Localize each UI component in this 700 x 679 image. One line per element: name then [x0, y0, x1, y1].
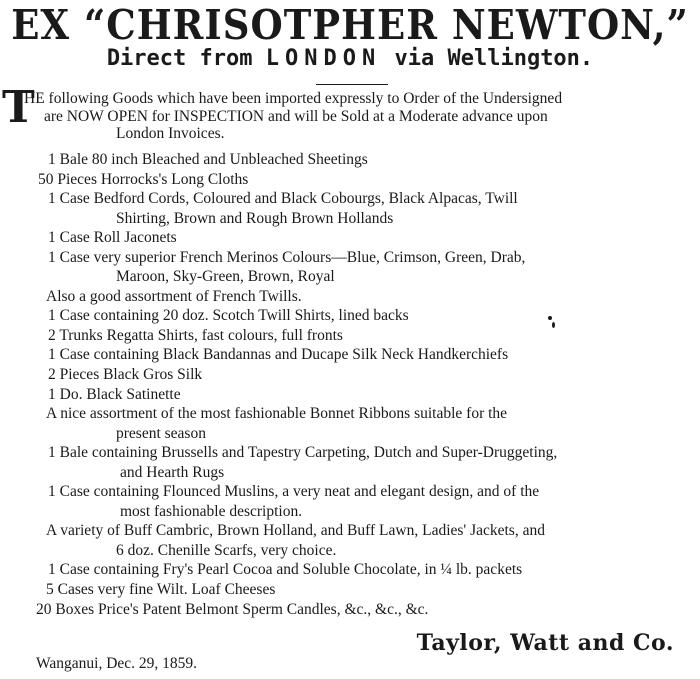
list-item: 1 Case containing Flounced Muslins, a very neat and elegant design, and of the [48, 483, 540, 501]
intro-line-3: London Invoices. [116, 125, 225, 143]
ink-speck [552, 322, 555, 328]
list-item: 20 Boxes Price's Patent Belmont Sperm Candles, &c., &c., &c. [36, 600, 429, 618]
list-item: A nice assortment of the most fashionable Bonnet Ribbons suitable for the [46, 405, 508, 423]
list-item: Also a good assortment of French Twills. [46, 287, 302, 305]
list-item-continuation: 6 doz. Chenille Scarfs, very choice. [116, 541, 337, 559]
list-item: 1 Case Bedford Cords, Coloured and Black Cobourgs, Black Alpacas, Twill [48, 190, 518, 208]
subheadline [0, 44, 700, 74]
intro-line-2: are NOW OPEN for INSPECTION and will be Sold at a Moderate advance upon [44, 107, 548, 125]
intro-line-1: HE following Goods which have been imported expressly to Order of the Undersigned [24, 90, 563, 107]
list-item: 1 Case Roll Jaconets [48, 229, 177, 247]
list-item-continuation: and Hearth Rugs [120, 463, 225, 481]
headline: EX “CHRISOTPHER NEWTON,” [11, 0, 689, 50]
list-item: 1 Case very superior French Merinos Colours—Blue, Crimson, Green, Drab, [48, 248, 526, 266]
list-item: 50 Pieces Horrocks's Long Cloths [38, 170, 249, 188]
list-item: 1 Case containing 20 doz. Scotch Twill Shirts, lined backs [48, 307, 409, 325]
list-item-continuation: Maroon, Sky-Green, Brown, Royal [116, 268, 335, 286]
list-item: 2 Pieces Black Gros Silk [48, 366, 203, 384]
list-item: 1 Case containing Black Bandannas and Ducape Silk Neck Handkerchiefs [48, 346, 509, 364]
list-item-continuation: most fashionable description. [120, 502, 303, 520]
list-item: 5 Cases very fine Wilt. Loaf Cheeses [46, 581, 276, 599]
list-item: 1 Do. Black Satinette [48, 385, 181, 403]
drop-cap: T [2, 82, 35, 133]
dateline: Wanganui, Dec. 29, 1859. [36, 655, 198, 672]
list-item: 1 Bale containing Brussells and Tapestry Carpeting, Dutch and Super-Druggeting, [48, 444, 558, 462]
list-item: 1 Case containing Fry's Pearl Cocoa and Soluble Chocolate, in ¼ lb. packets [48, 561, 523, 579]
subhead-city: LONDON [265, 46, 382, 71]
list-item: 1 Bale 80 inch Bleached and Unbleached Sheetings [48, 151, 368, 168]
signature: Taylor, Watt and Co. [416, 630, 674, 656]
intro-paragraph [0, 90, 700, 143]
ink-speck [548, 316, 552, 320]
divider-rule [316, 84, 388, 85]
list-item-continuation: present season [116, 424, 206, 442]
list-item: 2 Trunks Regatta Shirts, fast colours, full fronts [48, 326, 343, 344]
goods-list [0, 150, 700, 619]
subhead-post: via Wellington. [381, 46, 594, 71]
list-item-continuation: Shirting, Brown and Rough Brown Hollands [116, 209, 394, 227]
subhead-pre: Direct from [106, 46, 266, 71]
list-item: A variety of Buff Cambric, Brown Holland, and Buff Lawn, Ladies' Jackets, and [46, 522, 545, 540]
